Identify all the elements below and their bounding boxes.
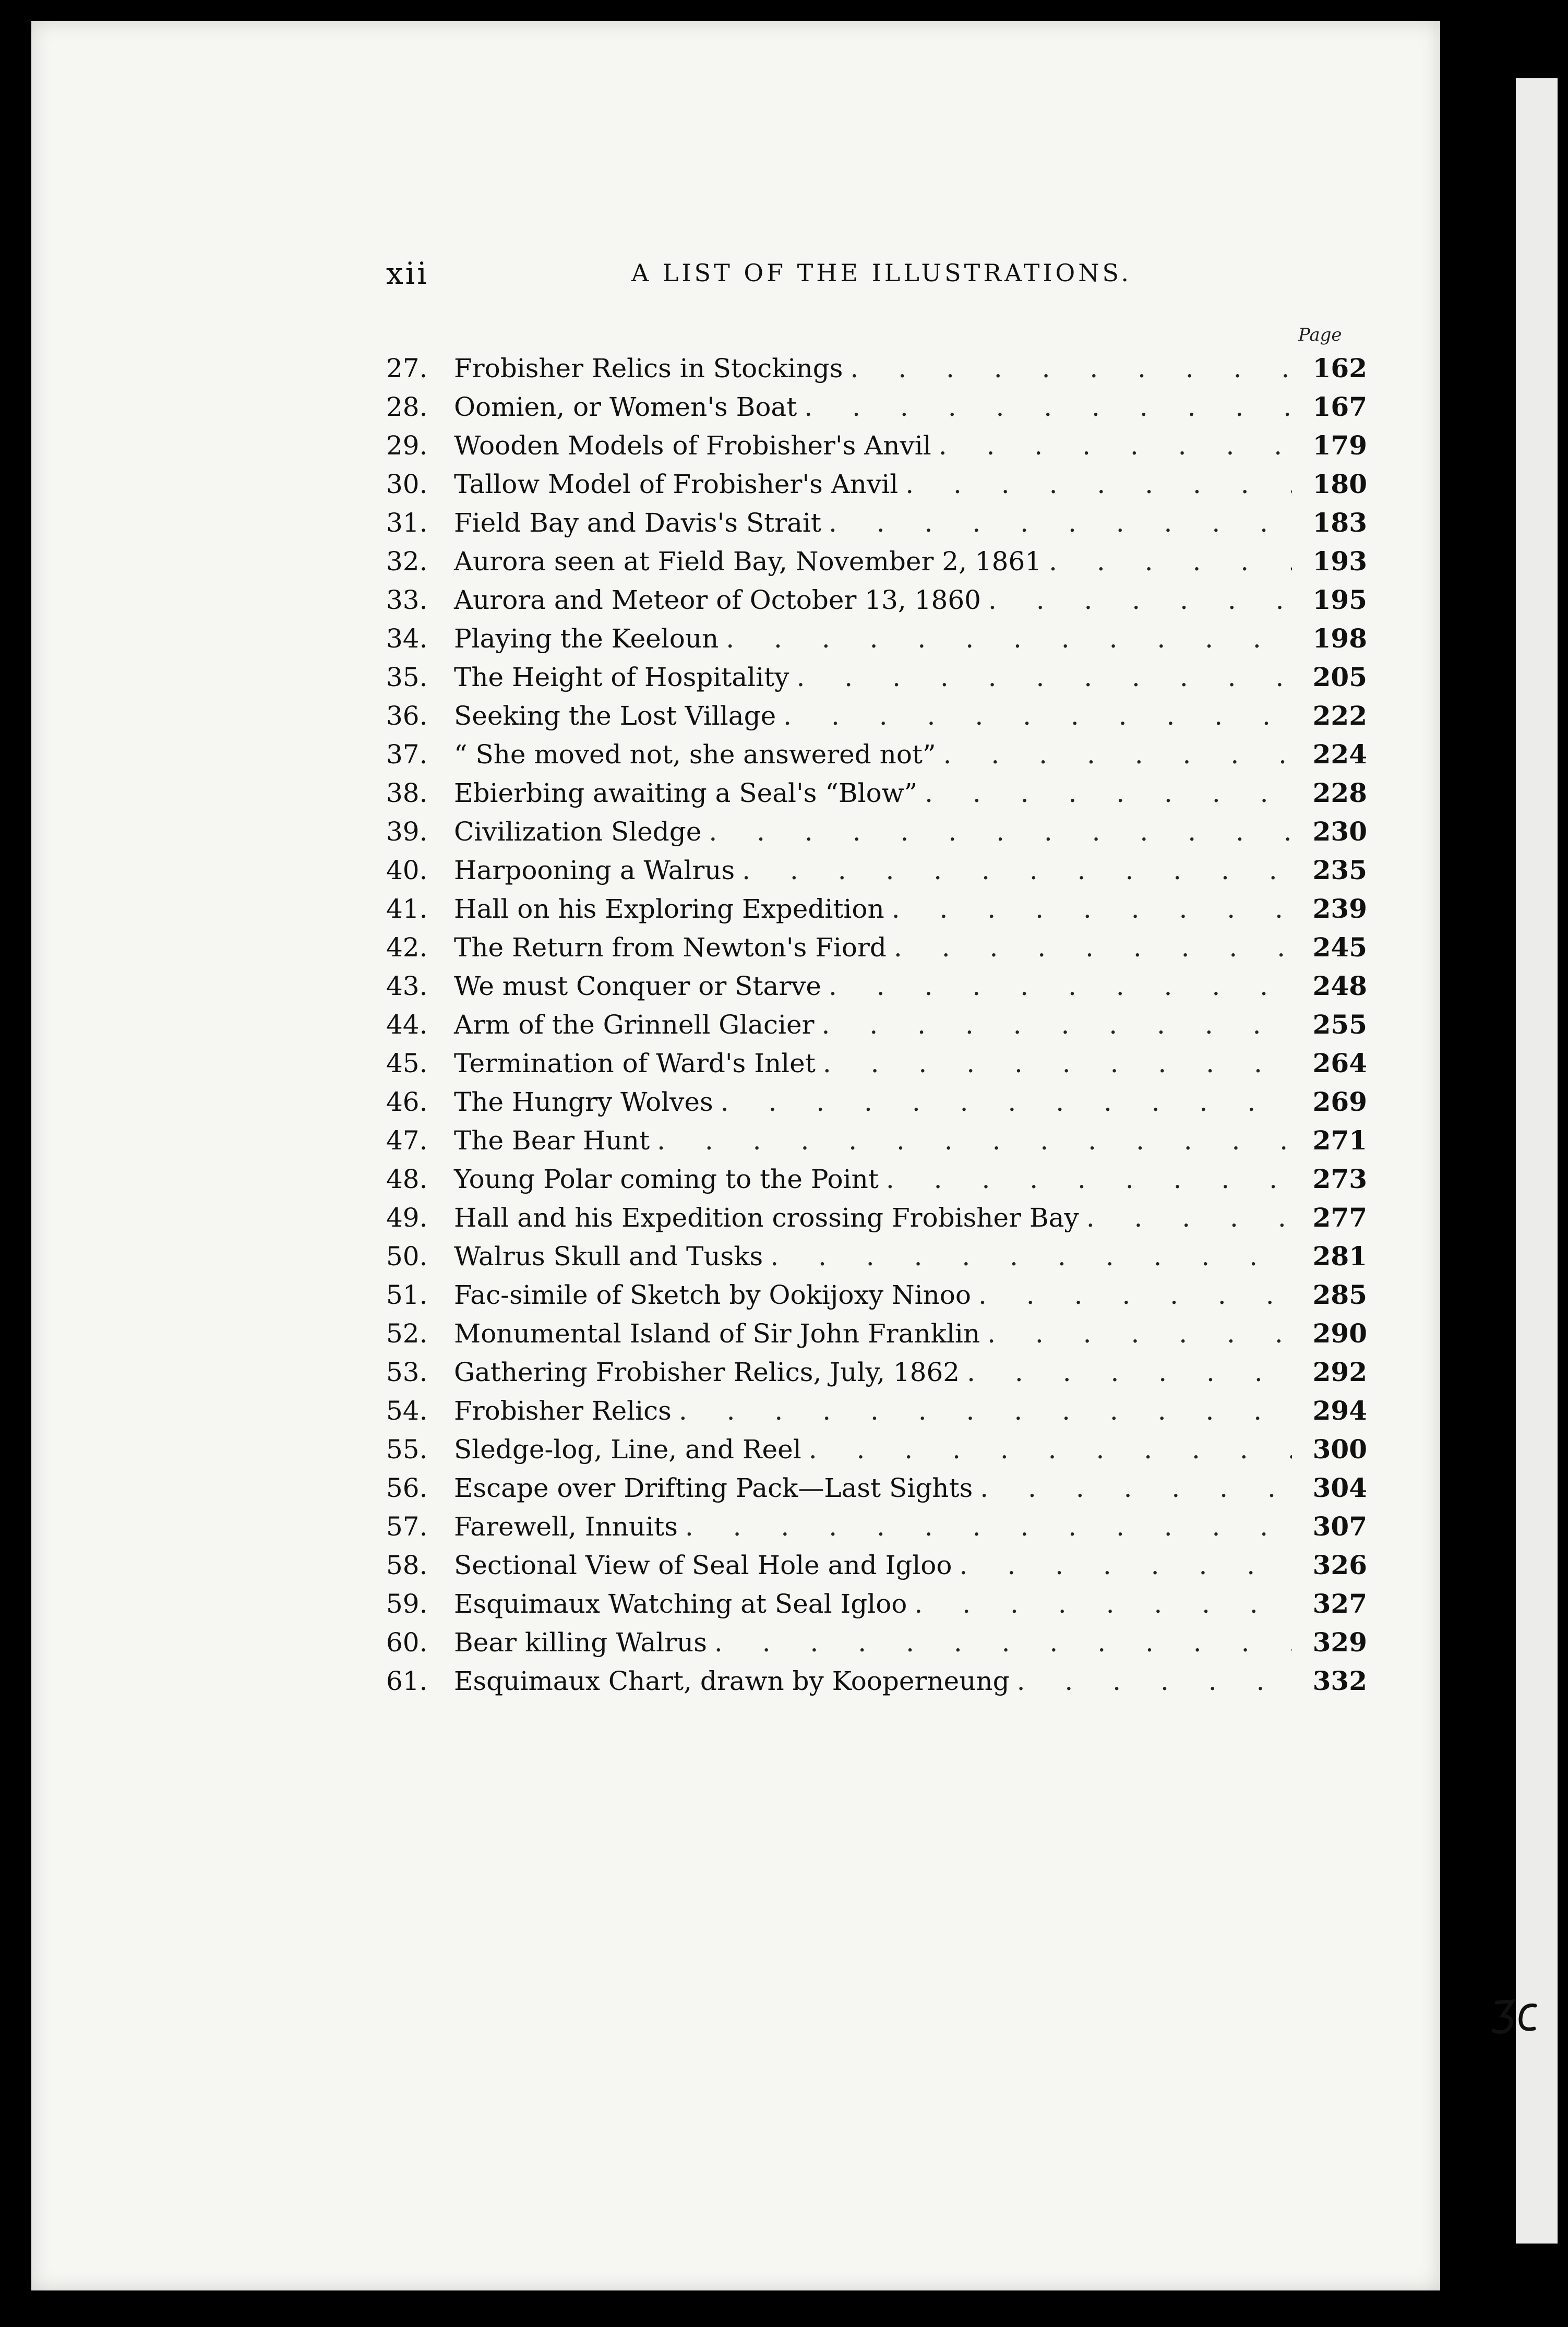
- entry-number: 27.: [386, 353, 428, 383]
- entry-number: 59.: [386, 1589, 428, 1619]
- illustration-entry: [386, 1086, 1367, 1125]
- illustration-entry: [386, 1241, 1367, 1279]
- entry-title: Oomien, or Women's Boat: [454, 392, 797, 422]
- entry-title: Civilization Sledge: [454, 817, 702, 847]
- illustration-entry: [386, 1588, 1367, 1627]
- entry-number: 32.: [386, 546, 428, 577]
- illustration-entry: [386, 507, 1367, 546]
- dot-leader: [850, 353, 1292, 383]
- entry-title: Harpooning a Walrus: [454, 855, 735, 885]
- entry-number: 45.: [386, 1048, 428, 1078]
- entry-page-number: 180: [1312, 469, 1367, 499]
- illustration-entry: [386, 1395, 1367, 1434]
- illustration-entry: [386, 1665, 1367, 1704]
- illustration-entry: [386, 1279, 1367, 1318]
- dot-leader: [822, 1010, 1292, 1040]
- illustration-list: [386, 353, 1367, 1704]
- page-folio: xii: [386, 256, 429, 291]
- dot-leader: [1017, 1666, 1292, 1696]
- entry-page-number: 290: [1312, 1318, 1367, 1349]
- entry-number: 61.: [386, 1666, 428, 1696]
- entry-title: Field Bay and Davis's Strait: [454, 508, 822, 538]
- illustration-entry: [386, 855, 1367, 893]
- entry-title: The Bear Hunt: [454, 1125, 650, 1156]
- entry-number: 48.: [386, 1164, 428, 1194]
- dot-leader: [894, 932, 1292, 963]
- dot-leader: [709, 817, 1292, 847]
- page-column-label: Page: [1298, 325, 1342, 345]
- entry-number: 41.: [386, 894, 428, 924]
- entry-number: 49.: [386, 1203, 428, 1233]
- illustration-entry: [386, 584, 1367, 623]
- entry-number: 36.: [386, 701, 428, 731]
- entry-page-number: 193: [1312, 546, 1367, 577]
- dot-leader: [829, 971, 1292, 1001]
- entry-number: 38.: [386, 778, 428, 808]
- illustration-entry: [386, 1202, 1367, 1241]
- running-head: A LIST OF THE ILLUSTRATIONS.: [631, 259, 1132, 287]
- entry-number: 57.: [386, 1512, 428, 1542]
- entry-page-number: 281: [1312, 1241, 1367, 1272]
- illustration-entry: [386, 662, 1367, 700]
- entry-number: 60.: [386, 1627, 428, 1658]
- dot-leader: [914, 1589, 1292, 1619]
- entry-page-number: 292: [1312, 1357, 1367, 1387]
- dot-leader: [1049, 546, 1292, 577]
- entry-title: Ebierbing awaiting a Seal's “Blow”: [454, 778, 918, 808]
- entry-number: 28.: [386, 392, 428, 422]
- entry-page-number: 205: [1312, 662, 1367, 692]
- dot-leader: [797, 662, 1292, 692]
- entry-number: 47.: [386, 1125, 428, 1156]
- entry-number: 29.: [386, 430, 428, 461]
- dot-leader: [770, 1241, 1292, 1272]
- illustration-entry: [386, 970, 1367, 1009]
- entry-page-number: 224: [1312, 739, 1367, 770]
- entry-page-number: 269: [1312, 1086, 1367, 1117]
- dot-leader: [960, 1550, 1292, 1580]
- illustration-entry: [386, 739, 1367, 777]
- entry-title: The Hungry Wolves: [454, 1087, 713, 1117]
- entry-page-number: 294: [1312, 1395, 1367, 1426]
- entry-number: 31.: [386, 508, 428, 538]
- entry-page-number: 255: [1312, 1009, 1367, 1040]
- entry-page-number: 332: [1312, 1665, 1367, 1696]
- entry-title: Arm of the Grinnell Glacier: [454, 1010, 815, 1040]
- illustration-entry: [386, 777, 1367, 816]
- entry-page-number: 235: [1312, 855, 1367, 885]
- dot-leader: [679, 1396, 1292, 1426]
- entry-number: 50.: [386, 1241, 428, 1272]
- entry-title: We must Conquer or Starve: [454, 971, 822, 1001]
- entry-page-number: 248: [1312, 970, 1367, 1001]
- entry-page-number: 326: [1312, 1550, 1367, 1580]
- illustration-entry: [386, 816, 1367, 855]
- entry-title: Young Polar coming to the Point: [454, 1164, 879, 1194]
- handwritten-page-mark: [1487, 1992, 1545, 2039]
- entry-page-number: 273: [1312, 1164, 1367, 1194]
- entry-number: 52.: [386, 1318, 428, 1349]
- entry-title: Tallow Model of Frobisher's Anvil: [454, 469, 899, 499]
- illustration-entry: [386, 469, 1367, 507]
- entry-page-number: 198: [1312, 623, 1367, 654]
- dot-leader: [714, 1627, 1292, 1658]
- entry-title: Esquimaux Chart, drawn by Kooperneung: [454, 1666, 1010, 1696]
- entry-page-number: 307: [1312, 1511, 1367, 1542]
- entry-number: 44.: [386, 1010, 428, 1040]
- dot-leader: [939, 430, 1292, 461]
- dot-leader: [987, 1318, 1292, 1349]
- entry-title: Termination of Ward's Inlet: [454, 1048, 816, 1078]
- dot-leader: [829, 508, 1292, 538]
- dot-leader: [978, 1280, 1292, 1310]
- illustration-entry: [386, 1048, 1367, 1086]
- dot-leader: [886, 1164, 1292, 1194]
- entry-page-number: 271: [1312, 1125, 1367, 1156]
- entry-number: 39.: [386, 817, 428, 847]
- entry-page-number: 230: [1312, 816, 1367, 847]
- page-header: [386, 256, 1351, 297]
- illustration-entry: [386, 1164, 1367, 1202]
- entry-page-number: 285: [1312, 1279, 1367, 1310]
- entry-number: 46.: [386, 1087, 428, 1117]
- entry-title: Frobisher Relics in Stockings: [454, 353, 843, 383]
- entry-title: Walrus Skull and Tusks: [454, 1241, 763, 1272]
- entry-title: Farewell, Innuits: [454, 1512, 678, 1542]
- entry-title: Fac-simile of Sketch by Ookijoxy Ninoo: [454, 1280, 971, 1310]
- illustration-entry: [386, 391, 1367, 430]
- entry-page-number: 195: [1312, 584, 1367, 615]
- entry-page-number: 167: [1312, 391, 1367, 422]
- illustration-entry: [386, 932, 1367, 970]
- entry-title: Playing the Keeloun: [454, 623, 719, 654]
- dot-leader: [783, 701, 1292, 731]
- dot-leader: [657, 1125, 1292, 1156]
- illustration-entry: [386, 893, 1367, 932]
- entry-title: Bear killing Walrus: [454, 1627, 707, 1658]
- illustration-entry: [386, 1125, 1367, 1164]
- illustration-entry: [386, 546, 1367, 584]
- illustration-entry: [386, 700, 1367, 739]
- dot-leader: [726, 623, 1292, 654]
- entry-page-number: 239: [1312, 893, 1367, 924]
- illustration-entry: [386, 1550, 1367, 1588]
- dot-leader: [943, 739, 1292, 770]
- entry-title: The Return from Newton's Fiord: [454, 932, 887, 963]
- entry-page-number: 222: [1312, 700, 1367, 731]
- illustration-entry: [386, 1627, 1367, 1665]
- entry-number: 43.: [386, 971, 428, 1001]
- entry-number: 33.: [386, 585, 428, 615]
- entry-title: Monumental Island of Sir John Franklin: [454, 1318, 980, 1349]
- dot-leader: [1086, 1203, 1292, 1233]
- dot-leader: [967, 1357, 1292, 1387]
- dot-leader: [980, 1473, 1292, 1503]
- entry-page-number: 183: [1312, 507, 1367, 538]
- entry-title: Hall on his Exploring Expedition: [454, 894, 884, 924]
- entry-title: The Height of Hospitality: [454, 662, 789, 692]
- entry-title: Sectional View of Seal Hole and Igloo: [454, 1550, 952, 1580]
- entry-number: 40.: [386, 855, 428, 885]
- entry-page-number: 162: [1312, 353, 1367, 383]
- dot-leader: [823, 1048, 1292, 1078]
- adjacent-page-edge: [1516, 78, 1558, 2244]
- dot-leader: [905, 469, 1292, 499]
- entry-title: Aurora seen at Field Bay, November 2, 1861: [454, 546, 1042, 577]
- entry-page-number: 277: [1312, 1202, 1367, 1233]
- dot-leader: [721, 1087, 1292, 1117]
- entry-number: 58.: [386, 1550, 428, 1580]
- entry-page-number: 300: [1312, 1434, 1367, 1465]
- entry-title: Escape over Drifting Pack—Last Sights: [454, 1473, 973, 1503]
- entry-title: Esquimaux Watching at Seal Igloo: [454, 1589, 907, 1619]
- illustration-entry: [386, 1434, 1367, 1472]
- entry-page-number: 179: [1312, 430, 1367, 461]
- entry-number: 34.: [386, 623, 428, 654]
- illustration-entry: [386, 1511, 1367, 1550]
- dot-leader: [809, 1434, 1292, 1465]
- entry-title: Aurora and Meteor of October 13, 1860: [454, 585, 981, 615]
- entry-page-number: 329: [1312, 1627, 1367, 1658]
- dot-leader: [925, 778, 1292, 808]
- dot-leader: [988, 585, 1292, 615]
- illustration-entry: [386, 1472, 1367, 1511]
- entry-page-number: 264: [1312, 1048, 1367, 1078]
- illustration-entry: [386, 1009, 1367, 1048]
- entry-title: Sledge-log, Line, and Reel: [454, 1434, 801, 1465]
- entry-page-number: 245: [1312, 932, 1367, 963]
- illustration-entry: [386, 353, 1367, 391]
- dot-leader: [685, 1512, 1292, 1542]
- entry-page-number: 304: [1312, 1472, 1367, 1503]
- entry-page-number: 327: [1312, 1588, 1367, 1619]
- entry-number: 54.: [386, 1396, 428, 1426]
- entry-number: 56.: [386, 1473, 428, 1503]
- dot-leader: [742, 855, 1292, 885]
- entry-title: Gathering Frobisher Relics, July, 1862: [454, 1357, 960, 1387]
- entry-title: Hall and his Expedition crossing Frobisher Bay: [454, 1203, 1079, 1233]
- entry-title: “ She moved not, she answered not”: [454, 739, 936, 770]
- entry-number: 35.: [386, 662, 428, 692]
- entry-title: Wooden Models of Frobisher's Anvil: [454, 430, 931, 461]
- entry-number: 55.: [386, 1434, 428, 1465]
- illustration-entry: [386, 1318, 1367, 1357]
- entry-title: Frobisher Relics: [454, 1396, 672, 1426]
- entry-number: 42.: [386, 932, 428, 963]
- entry-title: Seeking the Lost Village: [454, 701, 776, 731]
- entry-number: 53.: [386, 1357, 428, 1387]
- dot-leader: [892, 894, 1292, 924]
- dot-leader: [804, 392, 1292, 422]
- entry-page-number: 228: [1312, 777, 1367, 808]
- illustration-entry: [386, 623, 1367, 662]
- illustration-entry: [386, 1357, 1367, 1395]
- entry-number: 37.: [386, 739, 428, 770]
- entry-number: 51.: [386, 1280, 428, 1310]
- entry-number: 30.: [386, 469, 428, 499]
- illustration-entry: [386, 430, 1367, 469]
